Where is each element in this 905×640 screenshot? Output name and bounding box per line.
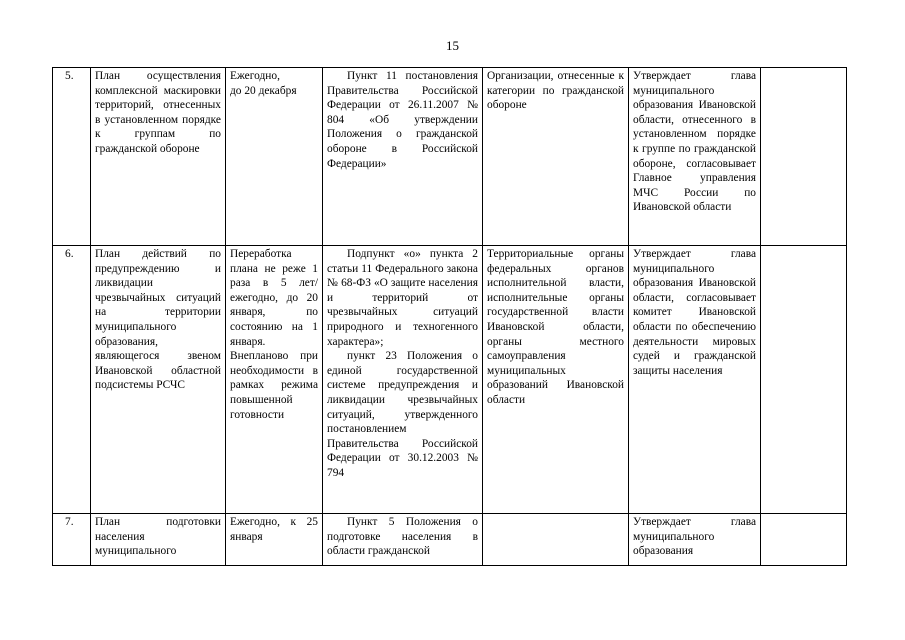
plan-basis-text: Пункт 11 постановления Правительства Российской Федерации от 26.11.2007 № 804 «Об утверждении Положения о гражданской обороне в Российской Федерации» bbox=[327, 70, 478, 170]
row-number: 5. bbox=[53, 68, 91, 246]
plan-basis-text: Пункт 5 Положения о подготовке населения в области гражданской bbox=[327, 516, 478, 558]
plan-period: Ежегодно, к 25 января bbox=[226, 514, 323, 566]
plan-basis bbox=[323, 68, 483, 246]
plan-name: План осуществления комплексной маскировки территорий, отнесенных в установленном порядке к группам по гражданской обороне bbox=[91, 68, 226, 246]
plan-period: Переработка плана не реже 1 раза в 5 лет/ ежегодно, до 20 января, по состоянию на 1 января. Внепланово при необходимости в рамках режима повышенной готовности bbox=[226, 246, 323, 514]
plan-basis bbox=[323, 246, 483, 514]
plan-basis-text: пункт 23 Положения о единой государственной системе предупреждения и ликвидации чрезвычайных ситуаций, утвержденного постановлением Правительства Российской Федерации от 30.12.2003 № 794 bbox=[327, 350, 478, 479]
plan-approval: Утверждает глава муниципального образования Ивановской области, согласовывает комитет Ивановской области по обеспечению деятельности мировых судей и гражданской защиты населения bbox=[629, 246, 761, 514]
table-row bbox=[53, 246, 847, 514]
plan-note bbox=[761, 246, 847, 514]
table-row bbox=[53, 514, 847, 566]
plan-basis bbox=[323, 514, 483, 566]
plan-executors: Территориальные органы федеральных органов исполнительной власти, исполнительные органы государственной власти Ивановской области, органы местного самоуправления муниципальных образований Ивановской области bbox=[483, 246, 629, 514]
plan-note bbox=[761, 68, 847, 246]
plan-approval: Утверждает глава муниципального образования Ивановской области, отнесенного в установленном порядке к группе по гражданской обороне, согласовывает Главное управления МЧС России по Ивановской области bbox=[629, 68, 761, 246]
plan-executors bbox=[483, 514, 629, 566]
table-row bbox=[53, 68, 847, 246]
plan-executors: Организации, отнесенные к категории по гражданской обороне bbox=[483, 68, 629, 246]
plan-name: План подготовки населения муниципального bbox=[91, 514, 226, 566]
plan-period: Ежегодно, до 20 декабря bbox=[226, 68, 323, 246]
page-number: 15 bbox=[446, 38, 459, 53]
plan-name: План действий по предупреждению и ликвидации чрезвычайных ситуаций на территории муниципального образования, являющегося звеном Ивановской областной подсистемы РСЧС bbox=[91, 246, 226, 514]
plan-basis-text: Подпункт «о» пункта 2 статьи 11 Федерального закона № 68-ФЗ «О защите населения и территорий от чрезвычайных ситуаций природного и техногенного характера»; bbox=[327, 248, 478, 348]
plans-table bbox=[52, 67, 847, 566]
plan-note bbox=[761, 514, 847, 566]
plan-approval: Утверждает глава муниципального образования bbox=[629, 514, 761, 566]
row-number: 6. bbox=[53, 246, 91, 514]
row-number: 7. bbox=[53, 514, 91, 566]
